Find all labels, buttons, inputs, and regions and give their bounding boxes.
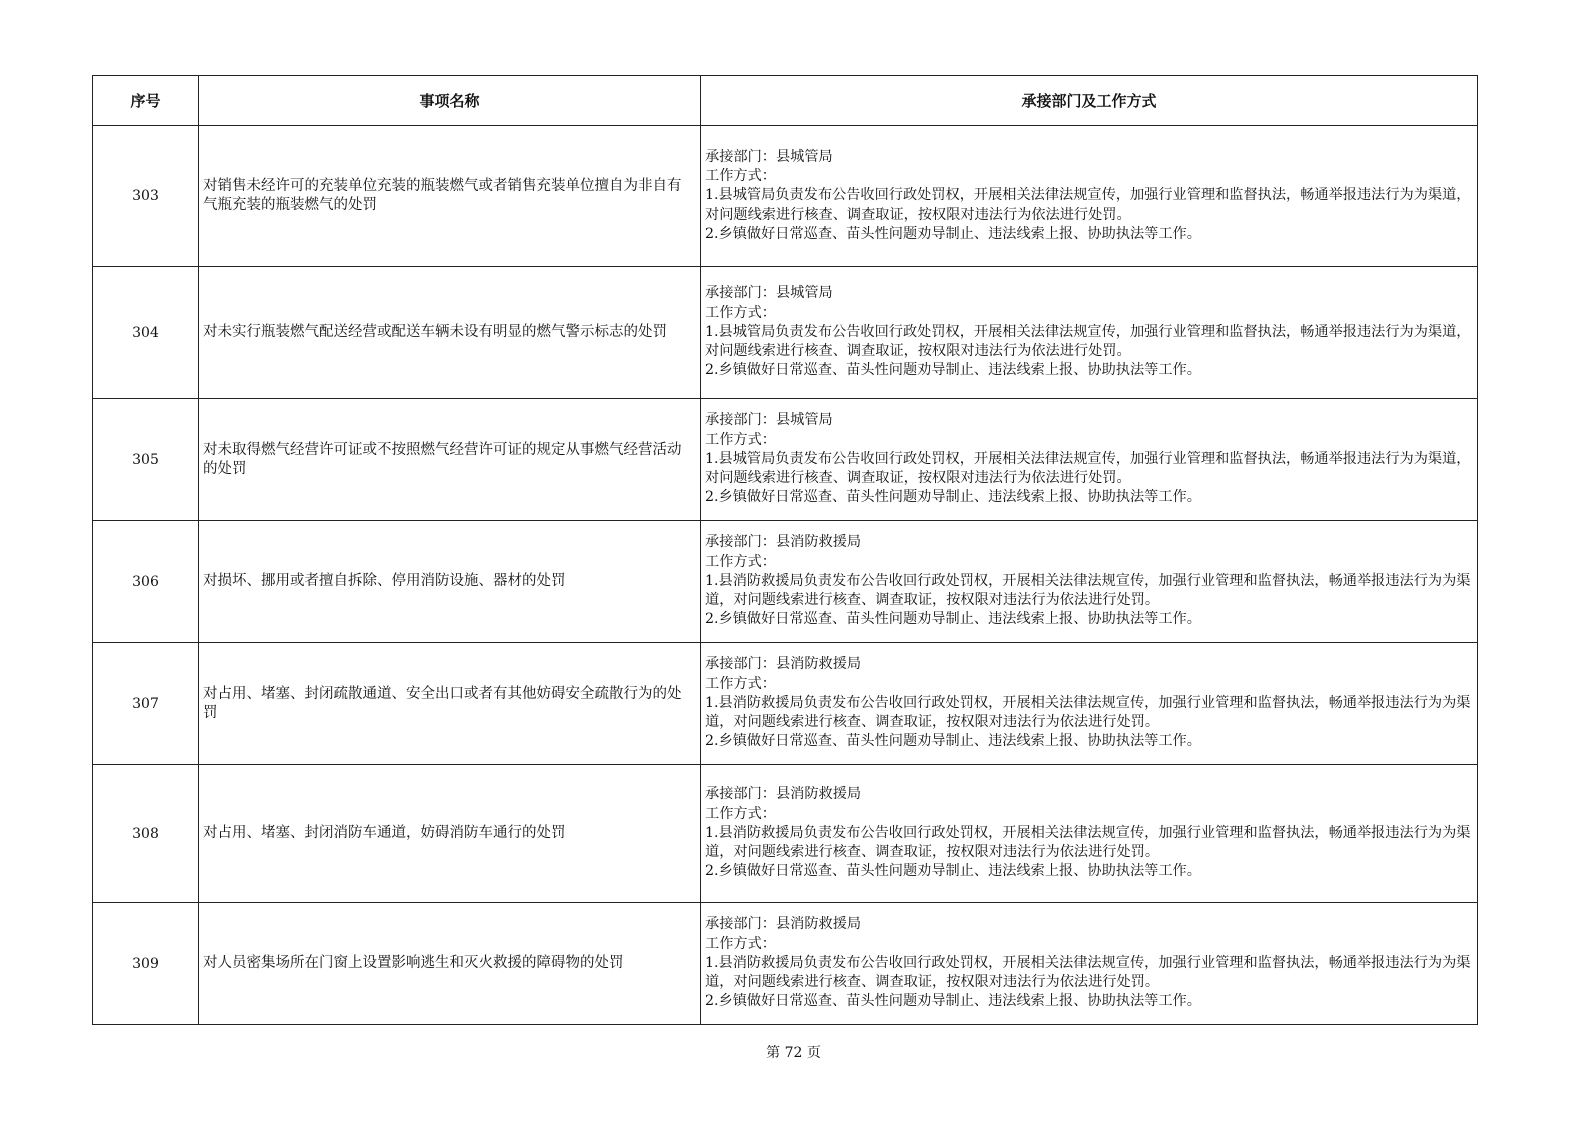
row-item-name: 对未实行瓶装燃气配送经营或配送车辆未设有明显的燃气警示标志的处罚 [199, 267, 701, 399]
method-item-2: 2.乡镇做好日常巡查、苗头性问题劝导制止、违法线索上报、协助执法等工作。 [705, 611, 1201, 628]
row-item-name: 对损坏、挪用或者擅自拆除、停用消防设施、器材的处罚 [199, 521, 701, 643]
method-label: 工作方式： [705, 168, 776, 185]
method-item-1: 1.县消防救援局负责发布公告收回行政处罚权，开展相关法律法规宣传，加强行业管理和监督执法，畅通举报违法行为为渠道，对问题线索进行核查、调查取证，按权限对违法行为依法进行处罚。 [705, 694, 1471, 731]
page-number: 第 72 页 [766, 1045, 821, 1061]
row-dept-method [701, 643, 1478, 765]
table-row [93, 267, 1478, 399]
table-row [93, 643, 1478, 765]
method-item-1: 1.县城管局负责发布公告收回行政处罚权，开展相关法律法规宣传，加强行业管理和监督执法，畅通举报违法行为为渠道，对问题线索进行核查、调查取证，按权限对违法行为依法进行处罚。 [705, 187, 1471, 223]
method-label: 工作方式： [705, 675, 776, 692]
method-item-2: 2.乡镇做好日常巡查、苗头性问题劝导制止、违法线索上报、协助执法等工作。 [705, 993, 1201, 1010]
row-dept-method [701, 903, 1478, 1025]
row-seq: 307 [93, 643, 199, 765]
row-dept-method [701, 126, 1478, 267]
method-item-2: 2.乡镇做好日常巡查、苗头性问题劝导制止、违法线索上报、协助执法等工作。 [705, 489, 1201, 506]
power-transfer-table [92, 75, 1478, 1025]
method-item-1: 1.县城管局负责发布公告收回行政处罚权，开展相关法律法规宣传，加强行业管理和监督执法，畅通举报违法行为为渠道，对问题线索进行核查、调查取证，按权限对违法行为依法进行处罚。 [705, 323, 1471, 360]
header-dept-method: 承接部门及工作方式 [701, 76, 1478, 126]
row-seq: 305 [93, 399, 199, 521]
method-label: 工作方式： [705, 553, 776, 570]
method-label: 工作方式： [705, 304, 776, 321]
table-row [93, 765, 1478, 903]
dept-label: 承接部门：县消防救援局 [705, 534, 862, 551]
row-seq: 306 [93, 521, 199, 643]
row-seq: 304 [93, 267, 199, 399]
method-item-2: 2.乡镇做好日常巡查、苗头性问题劝导制止、违法线索上报、协助执法等工作。 [705, 225, 1201, 242]
row-dept-method [701, 765, 1478, 903]
header-seq: 序号 [93, 76, 199, 126]
dept-label: 承接部门：县城管局 [705, 148, 833, 165]
dept-label: 承接部门：县城管局 [705, 412, 833, 429]
method-item-2: 2.乡镇做好日常巡查、苗头性问题劝导制止、违法线索上报、协助执法等工作。 [705, 362, 1201, 379]
table-row [93, 521, 1478, 643]
dept-label: 承接部门：县消防救援局 [705, 656, 862, 673]
row-item-name: 对人员密集场所在门窗上设置影响逃生和灭火救援的障碍物的处罚 [199, 903, 701, 1025]
method-label: 工作方式： [705, 935, 776, 952]
table-row [93, 903, 1478, 1025]
row-seq: 308 [93, 765, 199, 903]
row-dept-method [701, 267, 1478, 399]
dept-label: 承接部门：县消防救援局 [705, 916, 862, 933]
row-item-name: 对占用、堵塞、封闭消防车通道，妨碍消防车通行的处罚 [199, 765, 701, 903]
method-item-2: 2.乡镇做好日常巡查、苗头性问题劝导制止、违法线索上报、协助执法等工作。 [705, 733, 1201, 750]
row-seq: 303 [93, 126, 199, 267]
method-item-2: 2.乡镇做好日常巡查、苗头性问题劝导制止、违法线索上报、协助执法等工作。 [705, 863, 1201, 880]
method-label: 工作方式： [705, 805, 776, 822]
table-row [93, 399, 1478, 521]
method-item-1: 1.县城管局负责发布公告收回行政处罚权，开展相关法律法规宣传，加强行业管理和监督执法，畅通举报违法行为为渠道，对问题线索进行核查、调查取证，按权限对违法行为依法进行处罚。 [705, 450, 1471, 487]
method-item-1: 1.县消防救援局负责发布公告收回行政处罚权，开展相关法律法规宣传，加强行业管理和监督执法，畅通举报违法行为为渠道，对问题线索进行核查、调查取证，按权限对违法行为依法进行处罚。 [705, 572, 1471, 609]
dept-label: 承接部门：县城管局 [705, 285, 833, 302]
row-item-name: 对占用、堵塞、封闭疏散通道、安全出口或者有其他妨碍安全疏散行为的处罚 [199, 643, 701, 765]
method-item-1: 1.县消防救援局负责发布公告收回行政处罚权，开展相关法律法规宣传，加强行业管理和监督执法，畅通举报违法行为为渠道，对问题线索进行核查、调查取证，按权限对违法行为依法进行处罚。 [705, 954, 1471, 991]
row-dept-method [701, 399, 1478, 521]
method-label: 工作方式： [705, 431, 776, 448]
dept-label: 承接部门：县消防救援局 [705, 786, 862, 803]
row-item-name: 对未取得燃气经营许可证或不按照燃气经营许可证的规定从事燃气经营活动的处罚 [199, 399, 701, 521]
row-dept-method [701, 521, 1478, 643]
table-row [93, 126, 1478, 267]
header-item-name: 事项名称 [199, 76, 701, 126]
row-seq: 309 [93, 903, 199, 1025]
method-item-1: 1.县消防救援局负责发布公告收回行政处罚权，开展相关法律法规宣传，加强行业管理和监督执法，畅通举报违法行为为渠道，对问题线索进行核查、调查取证，按权限对违法行为依法进行处罚。 [705, 824, 1471, 861]
row-item-name: 对销售未经许可的充装单位充装的瓶装燃气或者销售充装单位擅自为非自有气瓶充装的瓶装燃气的处罚 [199, 126, 701, 267]
table-header-row [93, 76, 1478, 126]
